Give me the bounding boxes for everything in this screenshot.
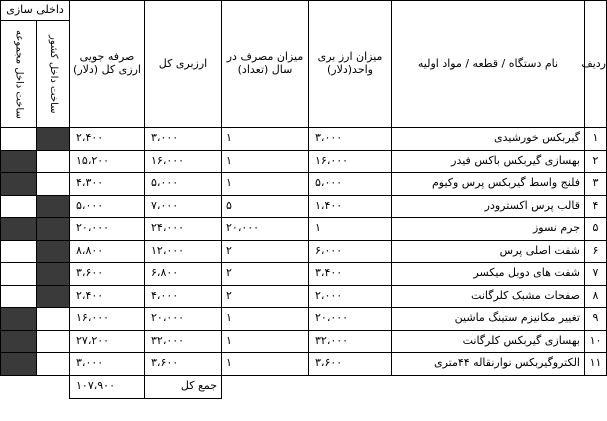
row-qty: ۲ <box>222 263 309 286</box>
row-mark-group <box>1 128 37 151</box>
row-unit-price: ۱ <box>309 218 392 241</box>
row-total: ۳۲،۰۰۰ <box>145 330 222 353</box>
row-total: ۷،۰۰۰ <box>145 195 222 218</box>
row-mark-group <box>1 353 37 376</box>
row-unit-price: ۱۶،۰۰۰ <box>309 150 392 173</box>
row-mark-country <box>37 285 70 308</box>
row-name: شفت های دوبل میکسر <box>392 263 585 286</box>
row-savings: ۴،۳۰۰ <box>70 173 145 196</box>
row-name: بهسازی گیربکس باکس فیدر <box>392 150 585 173</box>
row-savings: ۳،۶۰۰ <box>70 263 145 286</box>
row-mark-country <box>37 330 70 353</box>
row-mark-group <box>1 285 37 308</box>
row-qty: ۱ <box>222 353 309 376</box>
row-total: ۲۰،۰۰۰ <box>145 308 222 331</box>
total-label: جمع کل <box>145 375 222 398</box>
row-name: گیربکس خورشیدی <box>392 128 585 151</box>
table-row <box>1 330 607 353</box>
header-savings: صرفه جویی ارزی کل (دلار) <box>70 1 145 128</box>
row-mark-country <box>37 128 70 151</box>
row-savings: ۱۵،۲۰۰ <box>70 150 145 173</box>
row-unit-price: ۳،۴۰۰ <box>309 263 392 286</box>
header-sub-group: ساخت داخل مجموعه <box>1 21 37 128</box>
row-name: تغییر مکانیزم ستینگ ماشین <box>392 308 585 331</box>
row-idx: ۵ <box>585 218 607 241</box>
header-name: نام دستگاه / قطعه / مواد اولیه <box>392 1 585 128</box>
row-total: ۵،۰۰۰ <box>145 173 222 196</box>
row-qty: ۱ <box>222 150 309 173</box>
table-row <box>1 285 607 308</box>
row-unit-price: ۲،۰۰۰ <box>309 285 392 308</box>
row-idx: ۴ <box>585 195 607 218</box>
row-unit-price: ۲۰،۰۰۰ <box>309 308 392 331</box>
row-total: ۲۴،۰۰۰ <box>145 218 222 241</box>
header-qty: میزان مصرف در سال (تعداد) <box>222 1 309 128</box>
header-localization: داخلی سازی <box>1 1 70 21</box>
table-row <box>1 308 607 331</box>
table-row <box>1 173 607 196</box>
header-total-fx: ارزبری کل <box>145 1 222 128</box>
table-row <box>1 353 607 376</box>
row-savings: ۵،۰۰۰ <box>70 195 145 218</box>
row-mark-country <box>37 240 70 263</box>
table-row <box>1 263 607 286</box>
row-unit-price: ۱،۴۰۰ <box>309 195 392 218</box>
row-total: ۳،۶۰۰ <box>145 353 222 376</box>
row-qty: ۱ <box>222 173 309 196</box>
row-total: ۶،۸۰۰ <box>145 263 222 286</box>
row-qty: ۲۰،۰۰۰ <box>222 218 309 241</box>
row-idx: ۷ <box>585 263 607 286</box>
header-sub-country: ساخت داخل کشور <box>37 21 70 128</box>
row-name: شفت اصلی پرس <box>392 240 585 263</box>
row-idx: ۱۱ <box>585 353 607 376</box>
table-row <box>1 128 607 151</box>
row-mark-group <box>1 150 37 173</box>
row-mark-group <box>1 195 37 218</box>
row-mark-group <box>1 330 37 353</box>
row-unit-price: ۶،۰۰۰ <box>309 240 392 263</box>
row-mark-group <box>1 308 37 331</box>
row-qty: ۲ <box>222 240 309 263</box>
total-value: ۱۰۷،۹۰۰ <box>70 375 145 398</box>
row-qty: ۲ <box>222 285 309 308</box>
row-idx: ۲ <box>585 150 607 173</box>
row-mark-country <box>37 150 70 173</box>
row-unit-price: ۵،۰۰۰ <box>309 173 392 196</box>
row-idx: ۸ <box>585 285 607 308</box>
row-savings: ۲،۴۰۰ <box>70 285 145 308</box>
row-idx: ۳ <box>585 173 607 196</box>
row-name: بهسازی گیربکس کلرگانت <box>392 330 585 353</box>
row-mark-country <box>37 263 70 286</box>
row-total: ۱۲،۰۰۰ <box>145 240 222 263</box>
row-name: قالب پرس اکسترودر <box>392 195 585 218</box>
table-row <box>1 150 607 173</box>
row-mark-group <box>1 263 37 286</box>
table-row <box>1 240 607 263</box>
table-row <box>1 195 607 218</box>
row-savings: ۲،۴۰۰ <box>70 128 145 151</box>
row-savings: ۸،۸۰۰ <box>70 240 145 263</box>
row-idx: ۱ <box>585 128 607 151</box>
row-idx: ۶ <box>585 240 607 263</box>
row-qty: ۵ <box>222 195 309 218</box>
row-idx: ۹ <box>585 308 607 331</box>
row-mark-group <box>1 240 37 263</box>
row-mark-country <box>37 218 70 241</box>
row-unit-price: ۳،۶۰۰ <box>309 353 392 376</box>
row-total: ۳،۰۰۰ <box>145 128 222 151</box>
table-row <box>1 218 607 241</box>
row-mark-group <box>1 218 37 241</box>
row-savings: ۱۶،۰۰۰ <box>70 308 145 331</box>
row-mark-group <box>1 173 37 196</box>
row-savings: ۲۷،۲۰۰ <box>70 330 145 353</box>
row-total: ۴،۰۰۰ <box>145 285 222 308</box>
row-mark-country <box>37 173 70 196</box>
row-name: صفحات مشبک کلرگانت <box>392 285 585 308</box>
row-name: الکتروگیربکس نوارنقاله ۴۴متری <box>392 353 585 376</box>
total-row <box>1 375 607 398</box>
row-name: فلنج واسط گیربکس پرس وکیوم <box>392 173 585 196</box>
row-qty: ۱ <box>222 308 309 331</box>
row-unit-price: ۳۲،۰۰۰ <box>309 330 392 353</box>
row-mark-country <box>37 195 70 218</box>
header-unit-price: میزان ارز بری واحد(دلار) <box>309 1 392 128</box>
row-qty: ۱ <box>222 330 309 353</box>
row-unit-price: ۳،۰۰۰ <box>309 128 392 151</box>
row-total: ۱۶،۰۰۰ <box>145 150 222 173</box>
row-qty: ۱ <box>222 128 309 151</box>
row-savings: ۳،۰۰۰ <box>70 353 145 376</box>
header-idx: ردیف <box>585 1 607 128</box>
row-mark-country <box>37 308 70 331</box>
row-idx: ۱۰ <box>585 330 607 353</box>
row-mark-country <box>37 353 70 376</box>
row-name: جرم نسوز <box>392 218 585 241</box>
row-savings: ۲۰،۰۰۰ <box>70 218 145 241</box>
